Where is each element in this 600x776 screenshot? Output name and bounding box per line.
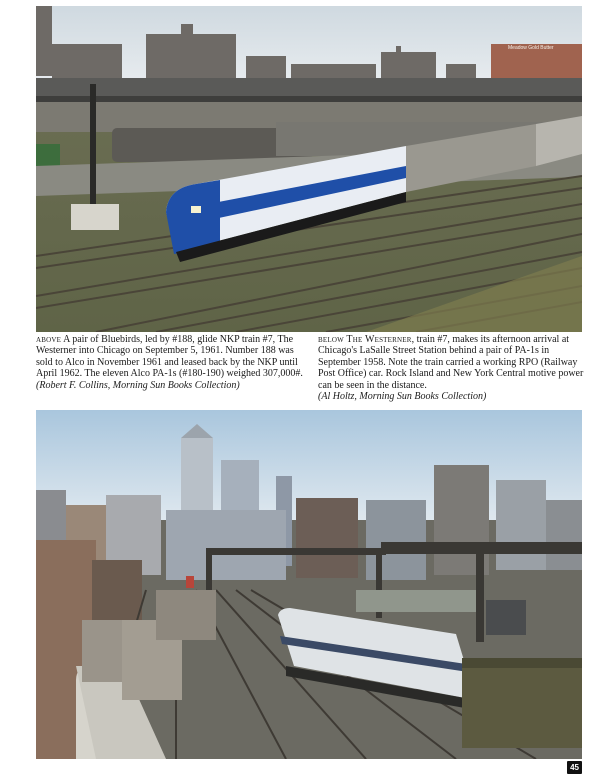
- photo-bottom-lasalle-station: [36, 410, 582, 759]
- concrete-block: [71, 204, 119, 230]
- caption-above-lead: above: [36, 334, 62, 345]
- caption-below-body: , train #7, makes its afternoon arrival at Chicago's LaSalle Street Station behind a pair of PA-1s in September 1958. Note the train carried a working RPO (Railway Post Office) car. Rock Island and New York Central motive power can be seen in the distance.: [318, 334, 584, 391]
- rpo-car: [462, 658, 582, 748]
- caption-above-body: A pair of Bluebirds, led by #188, glide NKP train #7, The Westerner into Chicago on September 5, 1961. Number 188 was sold to Alco in November 1961 and leased back by the NKP until April 1962. The eleven Alco PA-1s (#180-190) weighed 307,000#.: [36, 334, 303, 380]
- caption-below-lead: below The Westerner: [318, 334, 412, 345]
- meadow-gold-sign: Meadow Gold Butter: [508, 45, 554, 51]
- caption-above: [36, 334, 308, 391]
- caption-below: [318, 334, 584, 402]
- page-number: 45: [567, 761, 582, 774]
- caption-above-credit: (Robert F. Collins, Morning Sun Books Collection): [36, 379, 240, 391]
- signal-pole: [90, 84, 96, 214]
- caption-below-credit: (Al Holtz, Morning Sun Books Collection): [318, 391, 487, 403]
- photo-top-bluebirds-train: [36, 6, 582, 332]
